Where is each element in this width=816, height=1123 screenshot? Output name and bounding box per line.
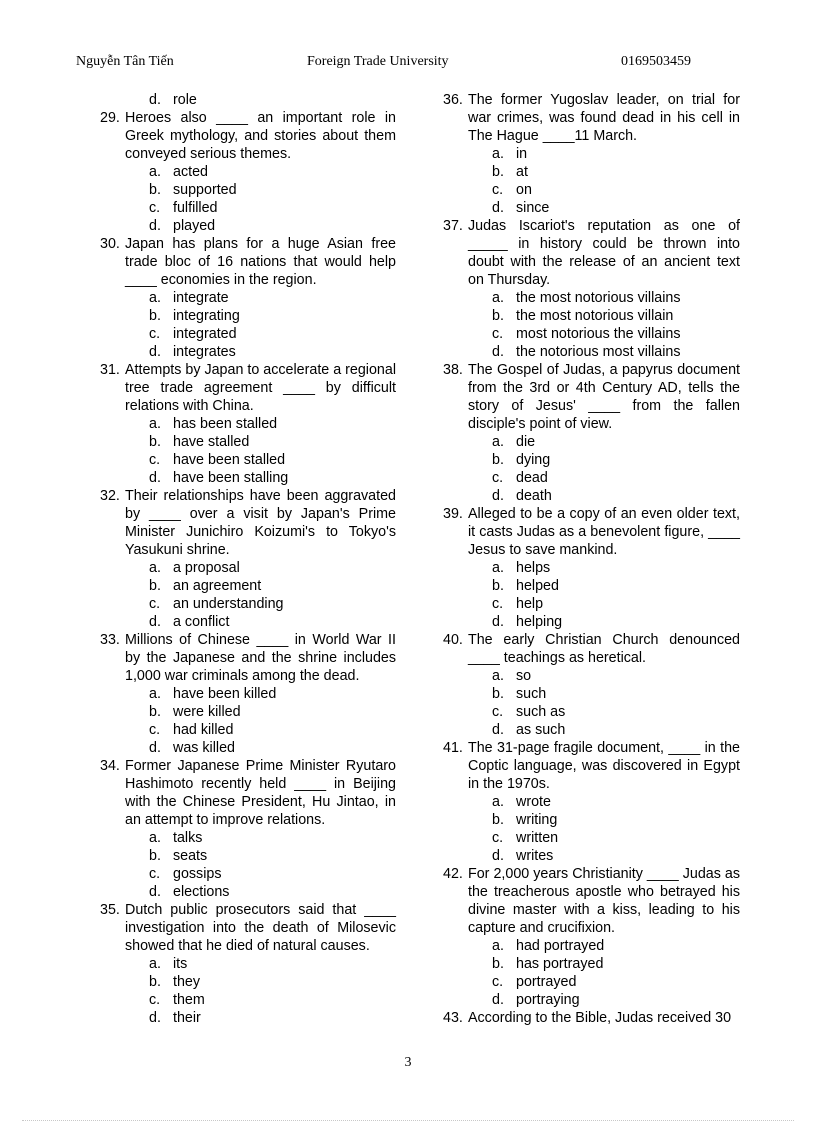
answer-option [443, 577, 740, 595]
answer-option [100, 973, 396, 991]
option-letter: d. [492, 200, 504, 216]
option-letter: d. [492, 722, 504, 738]
question-text: Their relationships have been aggravated by ____ over a visit by Japan's Prime Minister Junichiro Koizumi's to Tokyo's Yasukuni shrine. [125, 488, 396, 558]
question-text: Heroes also ____ an important role in Greek mythology, and stories about them conveyed serious themes. [125, 110, 396, 162]
option-letter: b. [492, 686, 504, 702]
option-letter: a. [149, 686, 161, 702]
answer-option [443, 829, 740, 847]
option-text: since [516, 200, 550, 216]
question-text: The former Yugoslav leader, on trial for war crimes, was found dead in his cell in The Hague ____11 March. [468, 92, 740, 144]
option-text: was killed [173, 740, 235, 756]
option-text: fulfilled [173, 200, 218, 216]
answer-option [443, 163, 740, 181]
option-letter: b. [149, 704, 161, 720]
answer-option [100, 739, 396, 757]
option-text: supported [173, 182, 237, 198]
answer-option [100, 289, 396, 307]
option-letter: a. [149, 560, 161, 576]
answer-option [443, 667, 740, 685]
option-text: had portrayed [516, 938, 605, 954]
option-text: on [516, 182, 532, 198]
question-number: 33. [100, 632, 120, 648]
option-text: played [173, 218, 216, 234]
option-text: the most notorious villains [516, 290, 681, 306]
option-text: writes [516, 848, 554, 864]
question-stem [100, 631, 396, 685]
answer-option [443, 487, 740, 505]
option-text: integrated [173, 326, 237, 342]
footer-divider [22, 1120, 794, 1121]
answer-option [443, 595, 740, 613]
option-letter: b. [492, 308, 504, 324]
question-number: 35. [100, 902, 120, 918]
answer-option [443, 613, 740, 631]
option-text: have been killed [173, 686, 277, 702]
option-letter: d. [149, 884, 161, 900]
page-header [0, 54, 816, 74]
answer-option [100, 829, 396, 847]
option-letter: d. [149, 92, 161, 108]
answer-option [100, 343, 396, 361]
question-text: Alleged to be a copy of an even older text, it casts Judas as a benevolent figure, ____ Jesus to save mankind. [468, 506, 740, 558]
option-text: gossips [173, 866, 222, 882]
option-text: the most notorious villain [516, 308, 674, 324]
option-text: portraying [516, 992, 580, 1008]
option-letter: d. [149, 344, 161, 360]
option-letter: c. [492, 830, 504, 846]
option-letter: a. [492, 560, 504, 576]
option-text: a conflict [173, 614, 230, 630]
answer-option [100, 703, 396, 721]
question-number: 29. [100, 110, 120, 126]
answer-option [100, 955, 396, 973]
question-text: For 2,000 years Christianity ____ Judas as the treacherous apostle who betrayed his divine master with a kiss, leading to his capture and crucifixion. [468, 866, 740, 936]
answer-option [443, 937, 740, 955]
question-text: Millions of Chinese ____ in World War II by the Japanese and the shrine includes 1,000 war criminals among the dead. [125, 632, 396, 684]
answer-option [100, 91, 396, 109]
answer-option [443, 325, 740, 343]
option-text: dead [516, 470, 548, 486]
option-text: its [173, 956, 188, 972]
option-letter: d. [149, 740, 161, 756]
answer-option [443, 991, 740, 1009]
question-number: 32. [100, 488, 120, 504]
option-letter: d. [149, 218, 161, 234]
option-letter: c. [492, 974, 504, 990]
answer-option [443, 199, 740, 217]
option-letter: a. [149, 956, 161, 972]
answer-option [443, 721, 740, 739]
answer-option [100, 163, 396, 181]
answer-option [100, 433, 396, 451]
option-text: most notorious the villains [516, 326, 681, 342]
option-letter: a. [492, 938, 504, 954]
question-stem [100, 901, 396, 955]
question-stem [100, 757, 396, 829]
answer-option [100, 415, 396, 433]
answer-option [443, 289, 740, 307]
option-text: them [173, 992, 205, 1008]
option-letter: d. [492, 848, 504, 864]
option-letter: d. [149, 614, 161, 630]
option-text: wrote [516, 794, 551, 810]
question-text: Judas Iscariot's reputation as one of _____ in history could be thrown into doubt with the release of an ancient text on Thursday. [468, 218, 740, 288]
answer-option [100, 595, 396, 613]
question-number: 42. [443, 866, 463, 882]
header-author: Nguyễn Tân Tiến [76, 54, 174, 69]
option-text: helps [516, 560, 551, 576]
question-stem [100, 487, 396, 559]
option-text: were killed [173, 704, 241, 720]
option-text: a proposal [173, 560, 240, 576]
option-text: had killed [173, 722, 234, 738]
question-number: 41. [443, 740, 463, 756]
option-letter: c. [149, 452, 161, 468]
option-letter: a. [492, 146, 504, 162]
option-text: written [516, 830, 559, 846]
option-letter: c. [149, 992, 161, 1008]
answer-option [100, 685, 396, 703]
answer-option [100, 721, 396, 739]
option-text: they [173, 974, 201, 990]
option-letter: c. [492, 596, 504, 612]
question-number: 34. [100, 758, 120, 774]
option-text: such [516, 686, 547, 702]
question-stem [100, 361, 396, 415]
answer-option [100, 451, 396, 469]
question-stem [443, 361, 740, 433]
answer-option [443, 955, 740, 973]
right-column [443, 91, 740, 1027]
answer-option [100, 847, 396, 865]
option-letter: d. [149, 470, 161, 486]
question-text: The early Christian Church denounced ____ teachings as heretical. [468, 632, 740, 666]
option-text: so [516, 668, 532, 684]
answer-option [443, 469, 740, 487]
question-stem [100, 235, 396, 289]
option-letter: a. [149, 830, 161, 846]
option-letter: a. [492, 668, 504, 684]
option-text: an understanding [173, 596, 284, 612]
answer-option [100, 991, 396, 1009]
answer-option [100, 613, 396, 631]
question-text: Attempts by Japan to accelerate a regional tree trade agreement ____ by difficult relations with China. [125, 362, 397, 414]
question-number: 39. [443, 506, 463, 522]
option-letter: d. [149, 1010, 161, 1026]
option-letter: c. [492, 470, 504, 486]
option-letter: a. [149, 290, 161, 306]
question-number: 37. [443, 218, 463, 234]
question-stem [443, 91, 740, 145]
option-letter: b. [492, 164, 504, 180]
option-letter: b. [149, 848, 161, 864]
option-letter: d. [492, 488, 504, 504]
answer-option [443, 181, 740, 199]
page-number: 3 [404, 1055, 412, 1070]
option-text: have been stalled [173, 452, 286, 468]
option-text: integrate [173, 290, 229, 306]
option-text: as such [516, 722, 566, 738]
question-stem [443, 217, 740, 289]
option-text: role [173, 92, 197, 108]
question-stem [443, 505, 740, 559]
question-number: 31. [100, 362, 120, 378]
question-text: The 31-page fragile document, ____ in the Coptic language, was discovered in Egypt in the 1970s. [468, 740, 740, 792]
answer-option [100, 865, 396, 883]
question-text: The Gospel of Judas, a papyrus document from the 3rd or 4th Century AD, tells the story of Jesus' ____ from the fallen disciple's point of view. [468, 362, 740, 432]
option-text: writing [516, 812, 558, 828]
answer-option [100, 217, 396, 235]
option-letter: c. [149, 200, 161, 216]
answer-option [100, 307, 396, 325]
option-text: in [516, 146, 528, 162]
answer-option [443, 451, 740, 469]
option-letter: b. [149, 182, 161, 198]
answer-option [100, 883, 396, 901]
answer-option [443, 703, 740, 721]
answer-option [443, 559, 740, 577]
question-number: 38. [443, 362, 463, 378]
option-text: helping [516, 614, 563, 630]
option-text: elections [173, 884, 230, 900]
option-text: dying [516, 452, 551, 468]
option-text: die [516, 434, 536, 450]
answer-option [100, 199, 396, 217]
answer-option [100, 559, 396, 577]
answer-option [100, 325, 396, 343]
option-letter: b. [149, 974, 161, 990]
answer-option [443, 685, 740, 703]
answer-option [443, 847, 740, 865]
option-letter: c. [149, 722, 161, 738]
option-text: seats [173, 848, 208, 864]
option-text: the notorious most villains [516, 344, 681, 360]
option-letter: d. [492, 344, 504, 360]
option-letter: a. [492, 290, 504, 306]
option-text: has portrayed [516, 956, 604, 972]
question-stem [100, 109, 396, 163]
option-letter: b. [492, 578, 504, 594]
header-school: Foreign Trade University [307, 54, 449, 69]
option-letter: b. [492, 452, 504, 468]
option-letter: a. [149, 416, 161, 432]
option-letter: d. [492, 614, 504, 630]
question-stem [443, 1009, 740, 1027]
option-text: portrayed [516, 974, 577, 990]
option-letter: b. [149, 578, 161, 594]
header-phone: 0169503459 [621, 54, 691, 69]
answer-option [443, 793, 740, 811]
option-letter: a. [492, 794, 504, 810]
option-text: at [516, 164, 528, 180]
option-letter: c. [149, 866, 161, 882]
option-letter: b. [149, 308, 161, 324]
question-stem [443, 631, 740, 667]
answer-option [443, 307, 740, 325]
question-text: Dutch public prosecutors said that ____ investigation into the death of Milosevic showed that he died of natural causes. [125, 902, 396, 954]
option-letter: b. [492, 812, 504, 828]
answer-option [100, 181, 396, 199]
option-letter: a. [492, 434, 504, 450]
left-column [100, 91, 396, 1027]
answer-option [443, 973, 740, 991]
option-letter: c. [149, 326, 161, 342]
option-letter: b. [149, 434, 161, 450]
question-text: According to the Bible, Judas received 30 [468, 1010, 732, 1026]
option-text: such as [516, 704, 566, 720]
option-text: integrates [173, 344, 236, 360]
option-letter: d. [492, 992, 504, 1008]
option-text: help [516, 596, 544, 612]
option-letter: c. [149, 596, 161, 612]
option-letter: c. [492, 326, 504, 342]
option-text: acted [173, 164, 208, 180]
option-text: have been stalling [173, 470, 289, 486]
question-number: 30. [100, 236, 120, 252]
answer-option [100, 1009, 396, 1027]
option-text: an agreement [173, 578, 262, 594]
question-text: Former Japanese Prime Minister Ryutaro Hashimoto recently held ____ in Beijing with the Chinese President, Hu Jintao, in an attempt to improve relations. [125, 758, 396, 828]
question-stem [443, 739, 740, 793]
option-text: have stalled [173, 434, 250, 450]
option-letter: b. [492, 956, 504, 972]
question-text: Japan has plans for a huge Asian free trade bloc of 16 nations that would help ____ economies in the region. [125, 236, 396, 288]
option-letter: c. [492, 704, 504, 720]
option-text: their [173, 1010, 201, 1026]
answer-option [443, 145, 740, 163]
option-text: helped [516, 578, 559, 594]
option-text: has been stalled [173, 416, 278, 432]
question-number: 36. [443, 92, 463, 108]
answer-option [100, 577, 396, 595]
option-text: talks [173, 830, 203, 846]
option-text: integrating [173, 308, 240, 324]
answer-option [443, 343, 740, 361]
answer-option [100, 469, 396, 487]
option-letter: a. [149, 164, 161, 180]
answer-option [443, 433, 740, 451]
question-number: 40. [443, 632, 463, 648]
question-number: 43. [443, 1010, 463, 1026]
answer-option [443, 811, 740, 829]
option-letter: c. [492, 182, 504, 198]
option-text: death [516, 488, 552, 504]
question-stem [443, 865, 740, 937]
